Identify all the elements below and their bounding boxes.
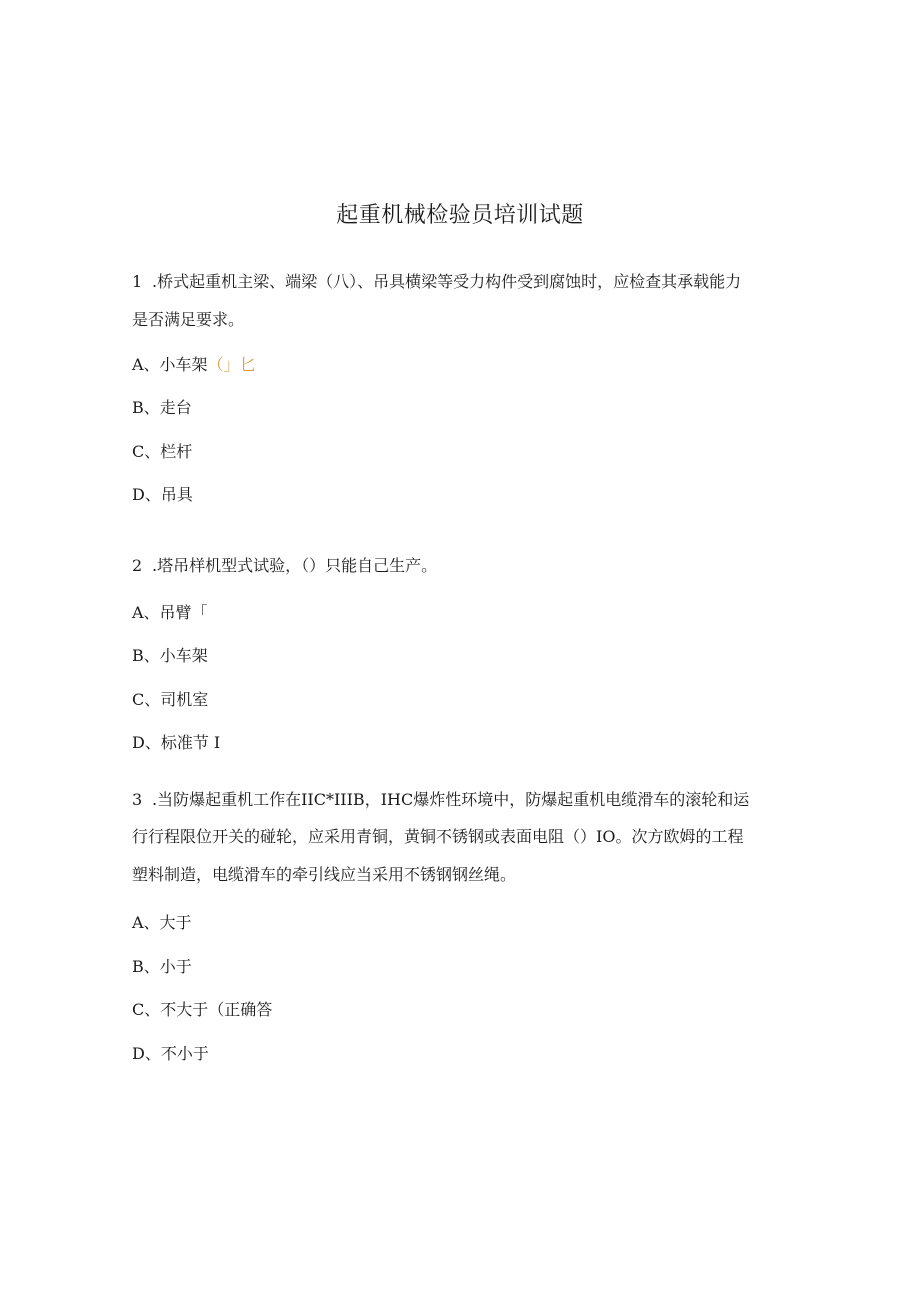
question-1-text-1: .桥式起重机主梁、端梁（八）、吊具横梁等受力构件受到腐蚀时，应检查其承载能力 (152, 272, 742, 291)
question-1-number: 1 (132, 272, 143, 291)
question-3-text-1: .当防爆起重机工作在IIC*IIIB，IHC爆炸性环境中，防爆起重机电缆滑车的滚轮和运 (152, 790, 750, 809)
question-3-number: 3 (132, 790, 143, 809)
question-3-option-b: B、小于 (132, 957, 192, 976)
question-3-line-3: 塑料制造，电缆滑车的牵引线应当采用不锈钢钢丝绳。 (132, 865, 517, 884)
question-1-option-a (132, 354, 256, 376)
question-3-line-1 (132, 789, 792, 811)
question-1-option-d: D、吊具 (132, 485, 193, 504)
question-1-option-b: B、走台 (132, 398, 192, 417)
question-2-option-c: C、司机室 (132, 690, 209, 709)
question-2-text-1: .塔吊样机型式试验，（）只能自己生产。 (152, 556, 438, 575)
question-1-option-c: C、栏杆 (132, 442, 193, 461)
page-title: 起重机械检验员培训试题 (336, 203, 584, 228)
question-1-line-1 (132, 271, 792, 293)
question-2-option-a: A、吊臂「 (132, 603, 208, 622)
question-3-option-d: D、不小于 (132, 1044, 209, 1063)
handwritten-mark: （」匕 (207, 355, 256, 374)
question-3-line-2: 行行程限位开关的碰轮，应采用青铜，黄铜不锈钢或表面电阻（）IO。次方欧姆的工程 (132, 827, 744, 846)
question-3-option-a: A、大于 (132, 913, 192, 932)
question-2-option-b: B、小车架 (132, 646, 208, 665)
option-label: A、小车架 (132, 355, 208, 374)
question-1-line-2: 是否满足要求。 (132, 310, 245, 329)
question-3-option-c: C、不大于（正确答 (132, 1000, 273, 1019)
question-2-line-1 (132, 555, 792, 577)
question-2-option-d: D、标准节 I (132, 733, 221, 752)
question-2-number: 2 (132, 556, 143, 575)
